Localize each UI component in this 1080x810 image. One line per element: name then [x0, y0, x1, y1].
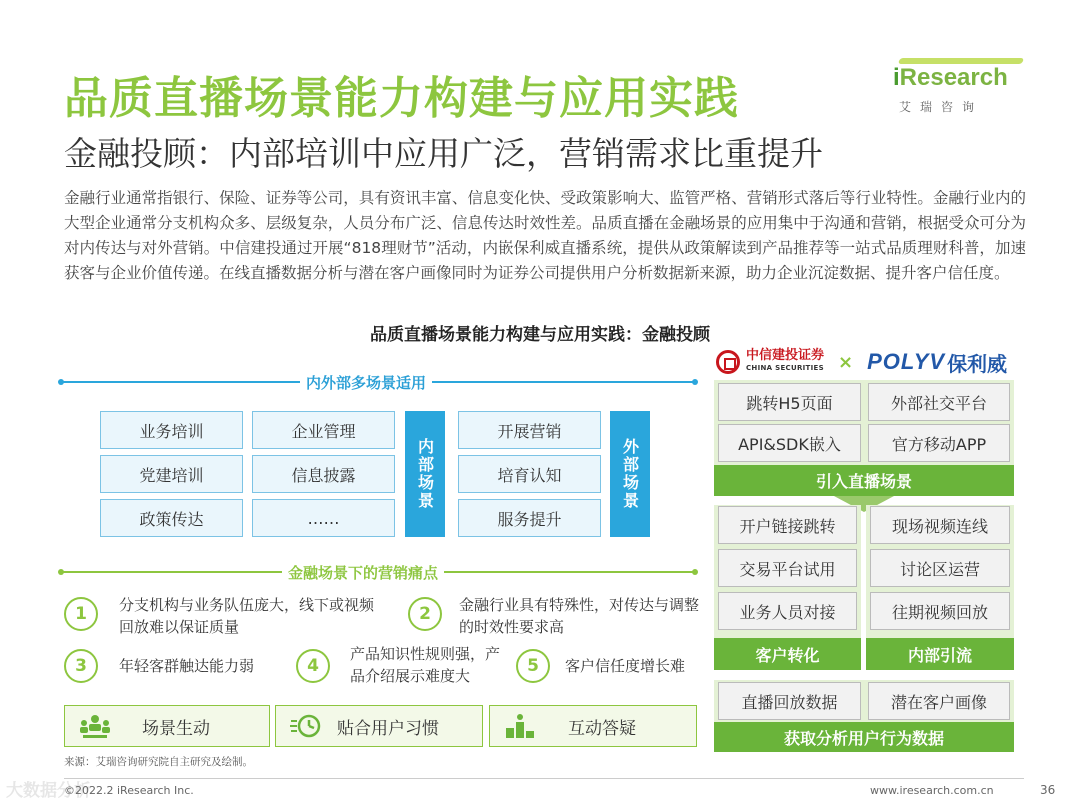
pain-section-label: 金融场景下的营销痛点 — [282, 562, 444, 583]
external-item: 培育认知 — [458, 455, 601, 493]
iresearch-logo — [893, 58, 1033, 124]
traffic-item: 现场视频连线 — [870, 506, 1010, 544]
figure-title: 品质直播场景能力构建与应用实践：金融投顾 — [370, 325, 710, 345]
partnership-cross-icon: × — [838, 351, 854, 373]
internal-item: 政策传达 — [100, 499, 243, 537]
convert-bar: 客户转化 — [714, 638, 861, 670]
benefit-box — [489, 705, 697, 747]
pain-number: 5 — [516, 649, 550, 683]
polyv-logo: POLYV — [867, 349, 946, 374]
pain-number: 1 — [64, 597, 98, 631]
convert-item: 交易平台试用 — [718, 549, 857, 587]
entry-item: API&SDK嵌入 — [718, 424, 861, 462]
benefit-label: 互动答疑 — [568, 718, 636, 739]
pain-number: 3 — [64, 649, 98, 683]
page-number: 36 — [1040, 783, 1056, 797]
entry-bar: 引入直播场景 — [714, 465, 1014, 496]
pain-text: 金融行业具有特殊性，对传达与调整的时效性要求高 — [459, 596, 700, 636]
external-scene-tag: 外部场景 — [610, 411, 650, 537]
pain-text: 分支机构与业务队伍庞大，线下或视频回放难以保证质量 — [119, 596, 375, 636]
benefit-label: 场景生动 — [142, 718, 210, 739]
scene-section-label: 内外部多场景适用 — [300, 372, 432, 393]
pain-text: 客户信任度增长难 — [565, 657, 686, 675]
internal-item: 信息披露 — [252, 455, 395, 493]
scene-people-icon — [79, 713, 111, 739]
benefit-label: 贴合用户习惯 — [337, 718, 439, 739]
internal-item: 企业管理 — [252, 411, 395, 449]
entry-item: 官方移动APP — [868, 424, 1010, 462]
internal-scene-tag: 内部场景 — [405, 411, 445, 537]
convert-item: 开户链接跳转 — [718, 506, 857, 544]
source-note: 来源：艾瑞咨询研究院自主研究及绘制。 — [64, 756, 253, 768]
benefit-box — [64, 705, 270, 747]
clock-habit-icon — [290, 713, 322, 739]
internal-item: 党建培训 — [100, 455, 243, 493]
divider-dot — [692, 379, 698, 385]
pain-text: 年轻客群触达能力弱 — [119, 657, 255, 675]
partner-logos — [716, 348, 1007, 376]
pain-number: 2 — [408, 597, 442, 631]
citic-name: 中信建投证券 CHINA SECURITIES — [746, 348, 825, 372]
traffic-item: 讨论区运营 — [870, 549, 1010, 587]
traffic-bar: 内部引流 — [866, 638, 1014, 670]
benefit-box — [275, 705, 483, 747]
data-item: 直播回放数据 — [718, 682, 861, 720]
internal-item: 业务培训 — [100, 411, 243, 449]
divider-dot — [692, 569, 698, 575]
page-subtitle: 金融投顾：内部培训中应用广泛，营销需求比重提升 — [64, 134, 823, 173]
intro-paragraph: 金融行业通常指银行、保险、证券等公司，具有资讯丰富、信息变化快、受政策影响大、监管严格、营销形式落后等行业特性。金融行业内的大型企业通常分支机构众多、层级复杂，人员分布广泛、信息传达时效性差。品质直播在金融场景的应用集中于沟通和营销，根据受众可分为对内传达与对外营销。中信建投通过开展“818理财节”活动，内嵌保利威直播系统，提供从政策解读到产品推荐等一站式品质理财科普，加速获客与企业价值传递。在线直播数据分析与潜在客户画像同时为证券公司提供用户分析数据新来源，助力企业沉淀数据、提升客户信任度。 — [64, 189, 1026, 282]
logo-brand: iResearch — [893, 64, 1008, 91]
watermark: 大数据分析 — [6, 781, 91, 801]
podium-interaction-icon — [504, 713, 536, 739]
internal-item: …… — [252, 499, 395, 537]
external-item: 服务提升 — [458, 499, 601, 537]
citic-logo-icon — [716, 350, 740, 374]
entry-item: 跳转H5页面 — [718, 383, 861, 421]
copyright: ©2022.2 iResearch Inc. — [64, 784, 194, 797]
traffic-item: 往期视频回放 — [870, 592, 1010, 630]
pain-number: 4 — [296, 649, 330, 683]
polyv-logo-cn: 保利威 — [947, 351, 1008, 376]
convert-item: 业务人员对接 — [718, 592, 857, 630]
footer-divider — [64, 778, 1024, 779]
entry-item: 外部社交平台 — [868, 383, 1010, 421]
external-item: 开展营销 — [458, 411, 601, 449]
website: www.iresearch.com.cn — [870, 784, 994, 797]
data-item: 潜在客户画像 — [868, 682, 1010, 720]
data-bar: 获取分析用户行为数据 — [714, 722, 1014, 752]
page-title: 品质直播场景能力构建与应用实践 — [64, 73, 739, 124]
logo-cn: 艾瑞咨询 — [899, 100, 984, 114]
pain-text: 产品知识性规则强，产品介绍展示难度大 — [350, 645, 501, 685]
